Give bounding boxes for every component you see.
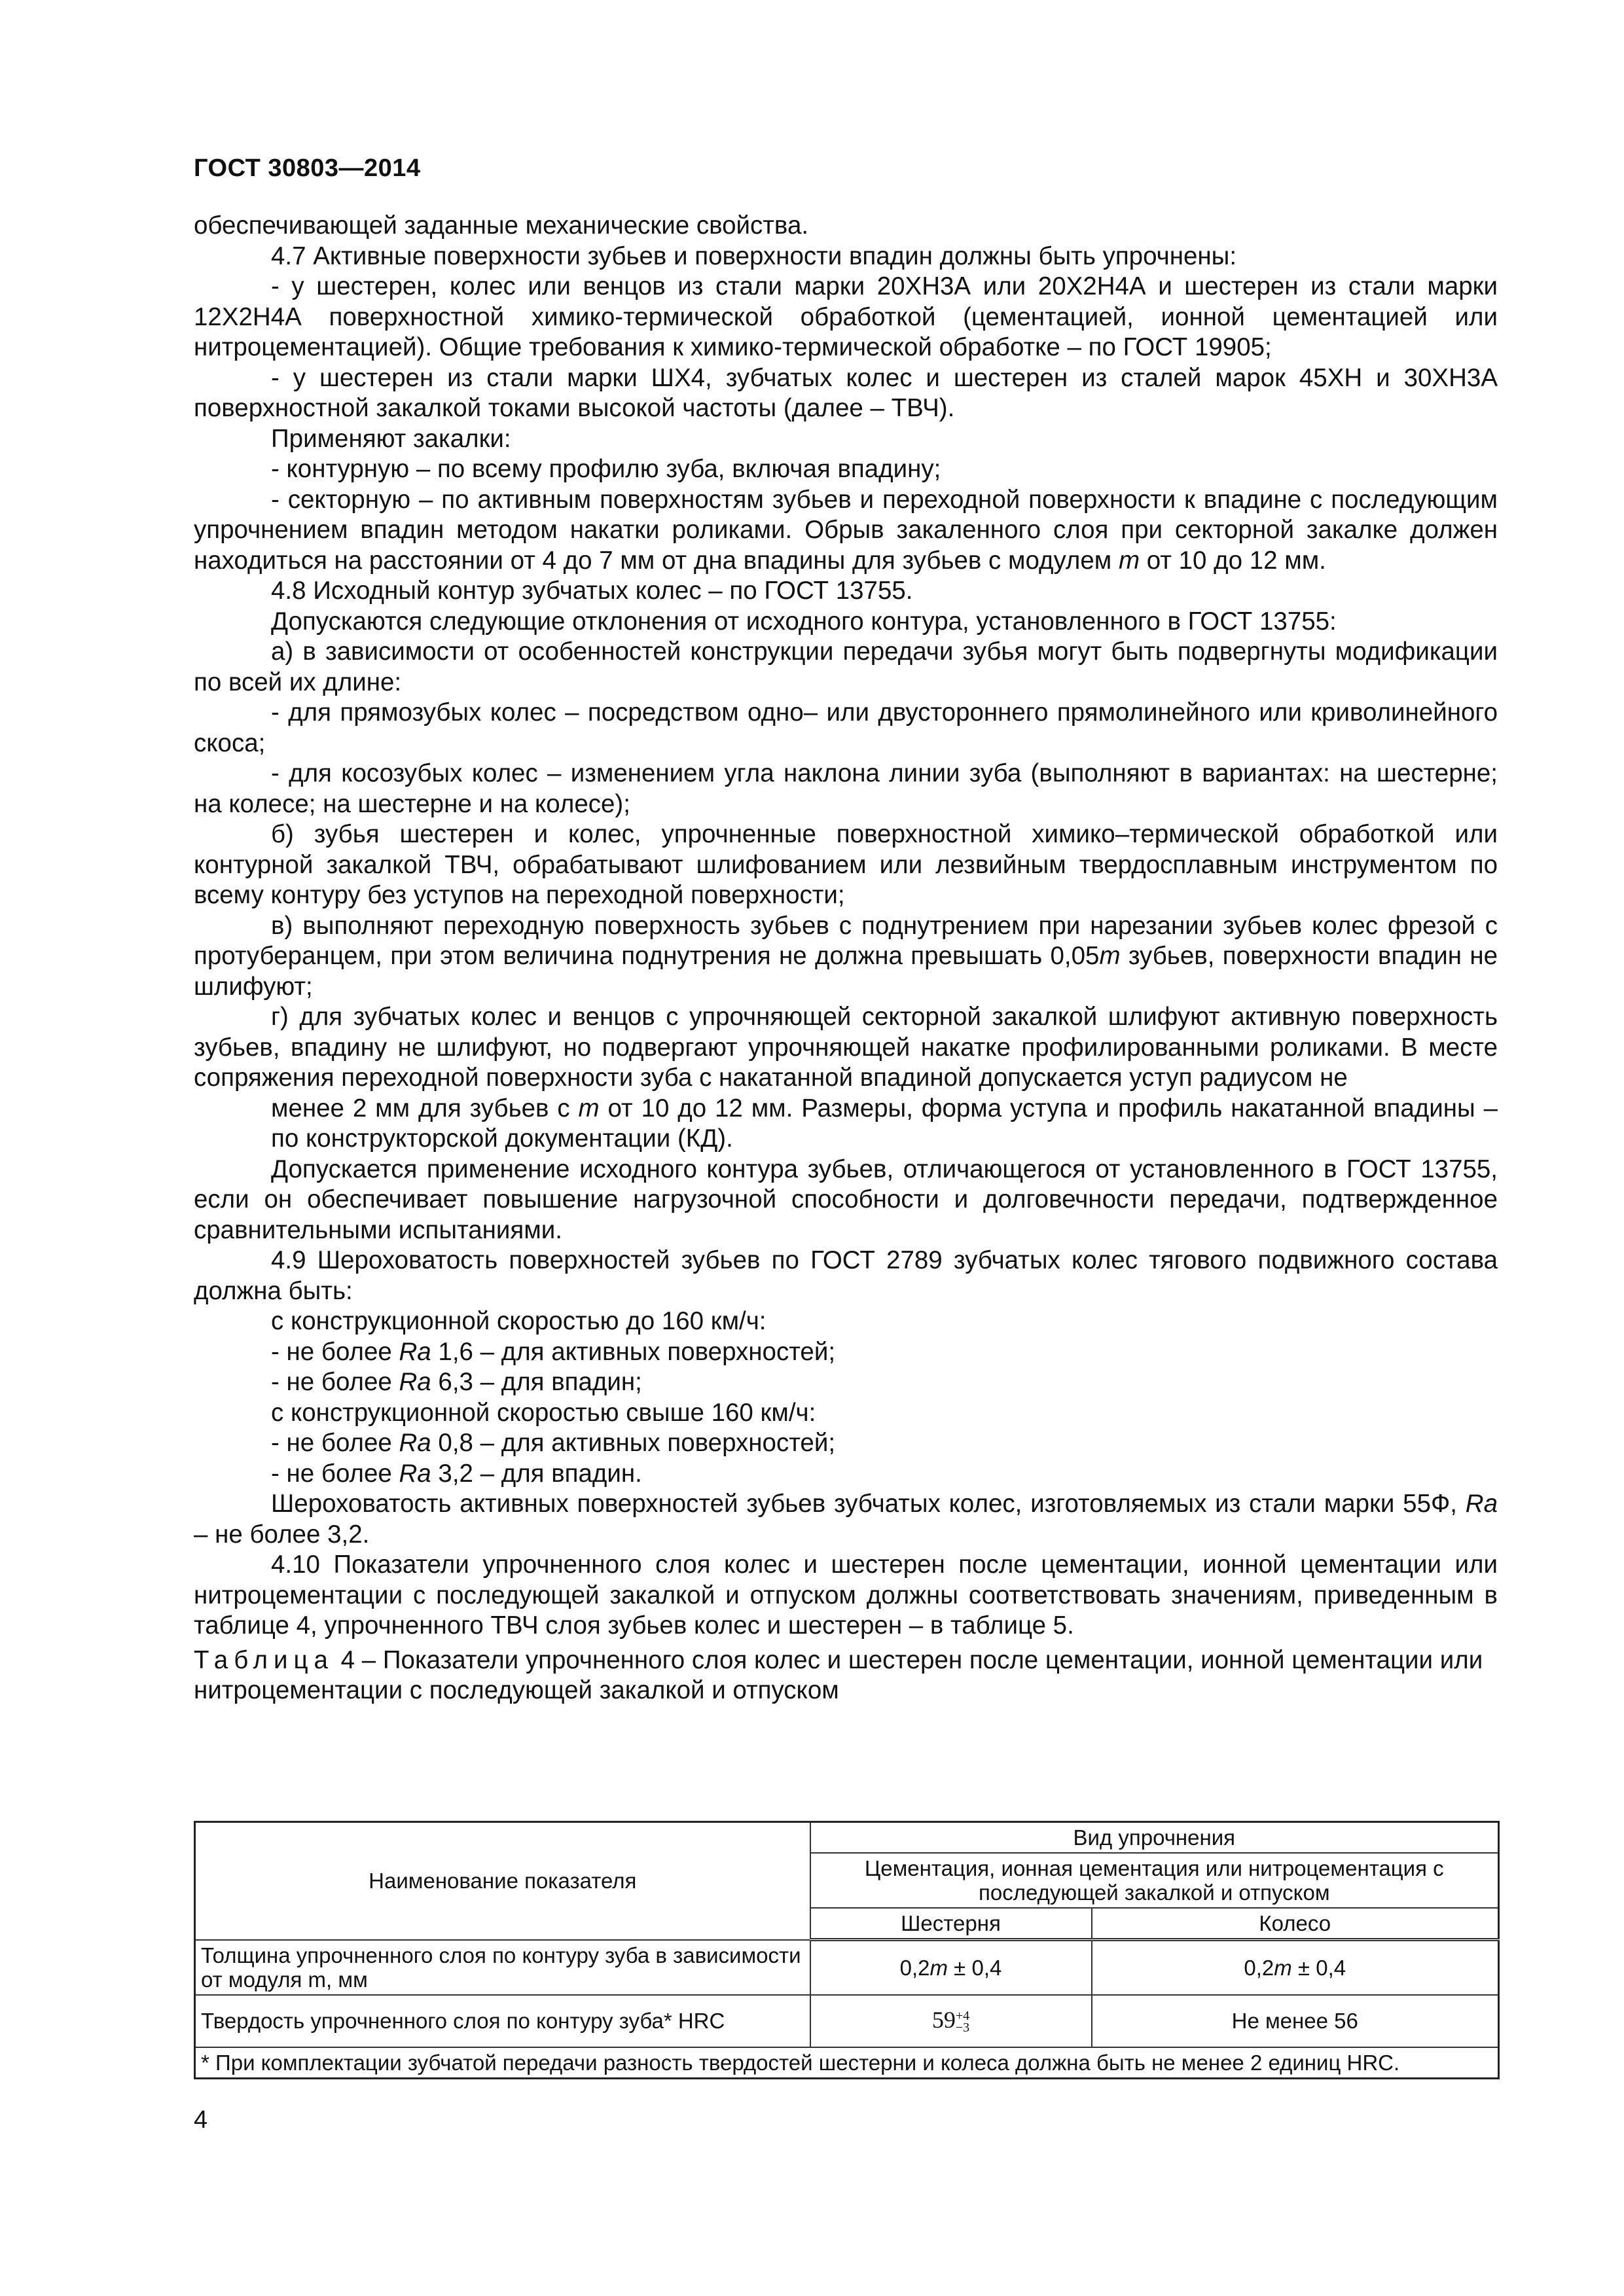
gear-value-cell: 0,2m ± 0,4 xyxy=(810,1940,1092,1995)
list-item: - для косозубых колес – изменением угла наклона линии зуба (выполняют в вариантах: на шестерне; на колесе; на шестерне и на колесе); xyxy=(194,759,1498,818)
paragraph: с конструкционной скоростью до 160 км/ч: xyxy=(271,1307,767,1335)
paragraph: 4.10 Показатели упрочненного слоя колес и шестерен после цементации, ионной цементации или нитроцементации с последующей закалкой и отпуском должны соответствовать значениям, приведенным в таблице 4, упрочненного ТВЧ слоя зубьев колес и шестерен – в таблице 5. xyxy=(194,1551,1498,1640)
header-method-cell: Цементация, ионная цементация или нитроцементация с последующей закалкой и отпуском xyxy=(810,1853,1499,1908)
list-item: а) в зависимости от особенностей конструкции передачи зубья могут быть подвергнуты модификации по всей их длине: xyxy=(194,637,1498,696)
page-number: 4 xyxy=(194,2106,208,2134)
wheel-value-cell: Не менее 56 xyxy=(1092,1995,1499,2047)
paragraph: менее 2 мм для зубьев с m от 10 до 12 мм. Размеры, форма уступа и профиль накатанной впадины – по конструкторской документации (КД). xyxy=(271,1094,1498,1153)
table-footnote: * При комплектации зубчатой передачи разность твердостей шестерни и колеса должна быть не менее 2 единиц HRC. xyxy=(195,2047,1499,2079)
list-item: - не более Ra 6,3 – для впадин; xyxy=(271,1368,642,1396)
list-item: - у шестерен из стали марки ШХ4, зубчатых колес и шестерен из сталей марок 45ХН и 30ХН3А поверхностной закалкой токами высокой частоты (далее – ТВЧ). xyxy=(194,363,1498,422)
paragraph: 4.8 Исходный контур зубчатых колес – по ГОСТ 13755. xyxy=(271,577,913,605)
header-gear-cell: Шестерня xyxy=(810,1908,1092,1940)
paragraph: 4.7 Активные поверхности зубьев и поверхности впадин должны быть упрочнены: xyxy=(271,242,1237,270)
list-item: - у шестерен, колес или венцов из стали марки 20ХН3А или 20Х2Н4А и шестерен из стали марки 12Х2Н4А поверхностной химико-термической обработкой (цементацией, ионной цементацией или нитроцементацией). Общие требования к химико-термической обработке – по ГОСТ 19905; xyxy=(194,272,1498,361)
hardening-table xyxy=(194,1821,1500,2079)
row-label-cell: Твердость упрочненного слоя по контуру зуба* HRC xyxy=(195,1995,810,2047)
paragraph: Шероховатость активных поверхностей зубьев зубчатых колес, изготовляемых из стали марки 55Ф, Ra – не более 3,2. xyxy=(194,1490,1498,1549)
paragraph: Допускается применение исходного контура зубьев, отличающегося от установленного в ГОСТ 13755, если он обеспечивает повышение нагрузочной способности и долговечности передачи, подтвержденное сравнительными испытаниями. xyxy=(194,1155,1498,1244)
document-header: ГОСТ 30803—2014 xyxy=(194,154,421,182)
paragraph: обеспечивающей заданные механические свойства. xyxy=(194,211,809,240)
list-item: - не более Ra 3,2 – для впадин. xyxy=(271,1459,642,1488)
list-item: г) для зубчатых колес и венцов с упрочняющей секторной закалкой шлифуют активную поверхность зубьев, впадину не шлифуют, но подвергают упрочняющей накатке профилированными роликами. В месте сопряжения переходной поверхности зуба с накатанной впадиной допускается уступ радиусом не xyxy=(194,1003,1498,1092)
header-param-cell: Наименование показателя xyxy=(195,1822,810,1940)
table-caption: Таблица 4 – Показатели упрочненного слоя колес и шестерен после цементации, ионной цементации или нитроцементации с последующей закалкой и отпуском xyxy=(194,1645,1483,1704)
list-item: - не более Ra 1,6 – для активных поверхностей; xyxy=(271,1337,836,1366)
paragraph: с конструкционной скоростью свыше 160 км/ч: xyxy=(271,1398,816,1427)
gear-value-cell: 59 +4 −3 xyxy=(810,1995,1092,2047)
table-row xyxy=(195,1995,1499,2047)
list-item: б) зубья шестерен и колес, упрочненные поверхностной химико–термической обработкой или контурной закалкой ТВЧ, обрабатывают шлифованием или лезвийным твердосплавным инструментом по всему контуру без уступов на переходной поверхности; xyxy=(194,820,1498,909)
paragraph: Применяют закалки: xyxy=(271,424,511,453)
list-item: - не более Ra 0,8 – для активных поверхностей; xyxy=(271,1429,836,1457)
table-row xyxy=(195,1940,1499,1995)
document-body xyxy=(194,211,1498,1706)
header-wheel-cell: Колесо xyxy=(1092,1908,1499,1940)
header-type-cell: Вид упрочнения xyxy=(810,1822,1499,1854)
list-item: в) выполняют переходную поверхность зубьев с поднутрением при нарезании зубьев колес фрезой с протуберанцем, при этом величина поднутрения не должна превышать 0,05m зубьев, поверхности впадин не шлифуют; xyxy=(194,911,1498,1001)
list-item: - секторную – по активным поверхностям зубьев и переходной поверхности к впадине с последующим упрочнением впадин методом накатки роликами. Обрыв закаленного слоя при секторной закалке должен находиться на расстоянии от 4 до 7 мм от дна впадины для зубьев с модулем m от 10 до 12 мм. xyxy=(194,485,1498,575)
list-item: - контурную – по всему профилю зуба, включая впадину; xyxy=(271,455,941,483)
wheel-value-cell: 0,2m ± 0,4 xyxy=(1092,1940,1499,1995)
row-label-cell: Толщина упрочненного слоя по контуру зуба в зависимости от модуля m, мм xyxy=(195,1940,810,1995)
paragraph: Допускаются следующие отклонения от исходного контура, установленного в ГОСТ 13755: xyxy=(271,607,1337,636)
paragraph: 4.9 Шероховатость поверхностей зубьев по ГОСТ 2789 зубчатых колес тягового подвижного состава должна быть: xyxy=(194,1246,1498,1305)
list-item: - для прямозубых колес – посредством одно– или двустороннего прямолинейного или криволинейного скоса; xyxy=(194,698,1498,757)
